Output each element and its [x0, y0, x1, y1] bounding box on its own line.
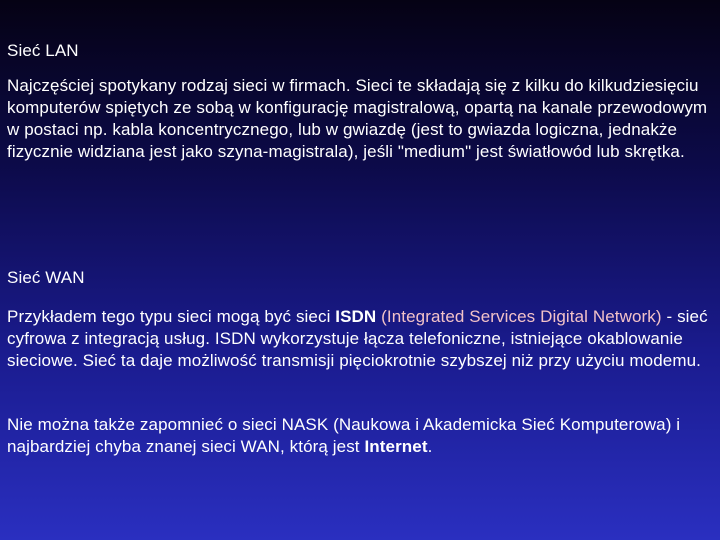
nask-text: Nie można także zapomnieć o sieci NASK (Naukowa i Akademicka Sieć Komputerowa) i najbardziej chyba znanej sieci WAN, którą jest — [7, 415, 681, 456]
lan-heading: Sieć LAN — [7, 41, 79, 60]
isdn-intro-text: Przykładem tego typu sieci mogą być sieci — [7, 307, 336, 326]
slide — [7, 0, 715, 540]
nask-end: . — [427, 437, 433, 456]
wan-heading: Sieć WAN — [7, 268, 85, 287]
isdn-description: - sieć cyfrowa z integracją usług. ISDN wykorzystuje łącza telefoniczne, istniejące okablowanie sieciowe. Sieć ta daje możliwość transmisji pięciokrotnie szybszej niż przy użyciu modemu. — [7, 307, 708, 370]
lan-paragraph: Najczęściej spotykany rodzaj sieci w firmach. Sieci te składają się z kilku do kilkudziesięciu komputerów spiętych ze sobą w konfigurację magistralową, opartą na kanale przewodowym w postaci np. kabla koncentrycznego, lub w gwiazdę (jest to gwiazda logiczna, jednakże fizycznie widziana jest jako szyna-magistrala), jeśli "medium" jest światłowód lub skrętka. — [7, 76, 708, 161]
isdn-term: ISDN — [335, 307, 377, 326]
isdn-expansion: (Integrated Services Digital Network) — [376, 307, 662, 326]
wan-paragraph-nask — [7, 414, 713, 458]
internet-term: Internet — [364, 437, 428, 456]
wan-paragraph-isdn — [7, 306, 713, 372]
